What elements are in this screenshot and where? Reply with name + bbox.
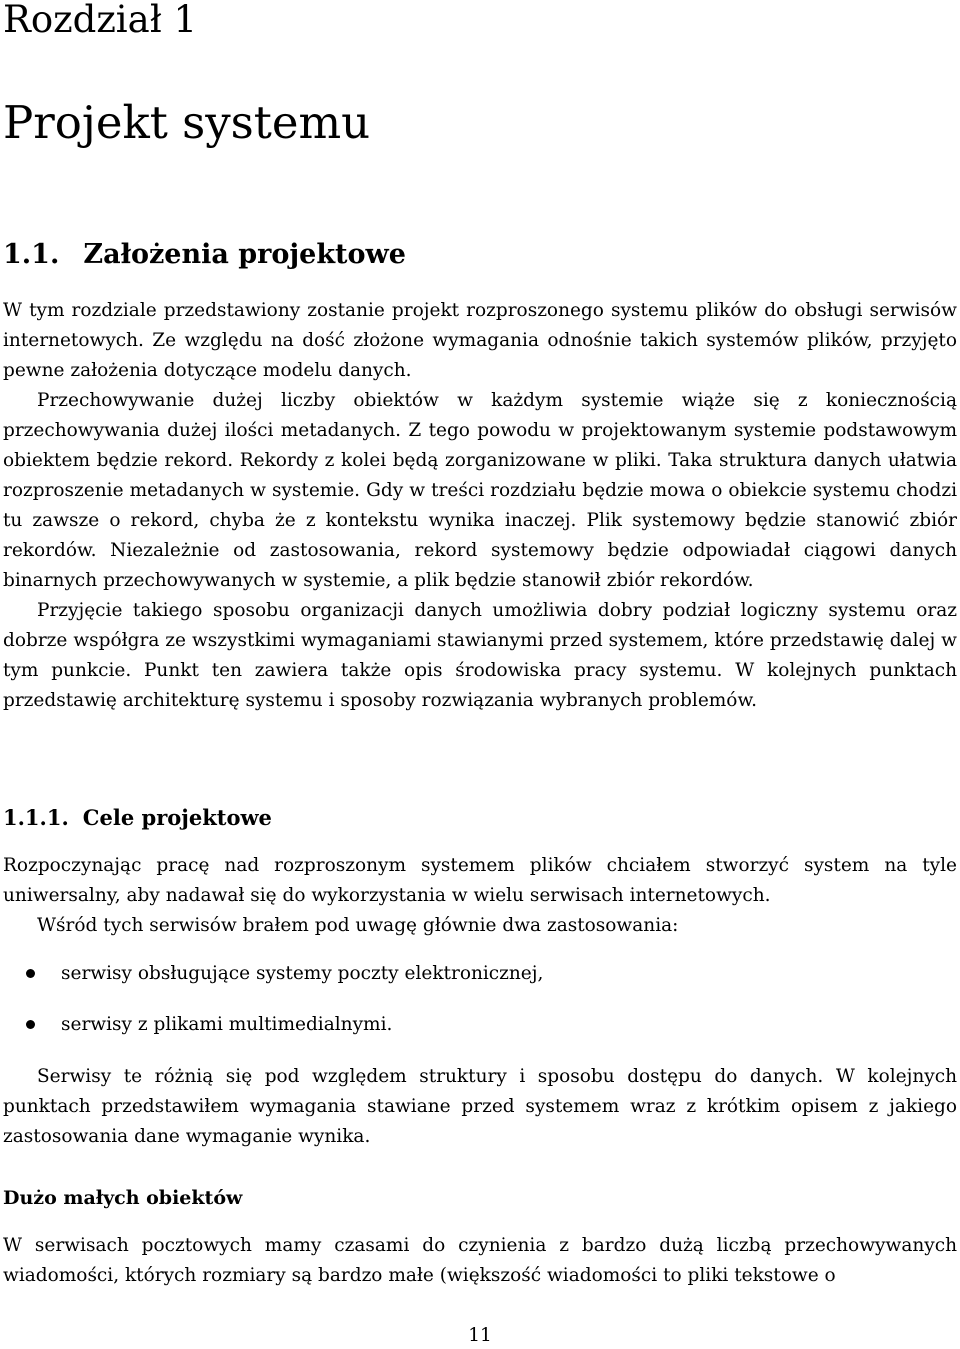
section-paragraph-3: Przyjęcie takiego sposobu organizacji danych umożliwia dobry podział logiczny systemu oraz dobrze współgra ze wszystkimi wymaganiami stawianymi przed systemem, które przedstawię dalej w tym punkcie. Punkt ten zawiera także opis środowiska pracy systemu. W kolejnych punktach przedstawię architekturę systemu i sposoby rozwiązania wybranych problemów.: [3, 600, 957, 711]
subsection-after-list: [3, 1062, 957, 1152]
bullet-icon: [26, 1020, 35, 1029]
section-title: Założenia projektowe: [83, 239, 406, 270]
subsection-title: Cele projektowe: [82, 805, 272, 830]
paragraph-heading: Dużo małych obiektów: [3, 1187, 243, 1209]
list-item: [3, 1010, 957, 1040]
paragraph-text: W serwisach pocztowych mamy czasami do czynienia z bardzo dużą liczbą przechowywanych wiadomości, których rozmiary są bardzo małe (większość wiadomości to pliki tekstowe o: [3, 1235, 957, 1286]
chapter-title: Projekt systemu: [3, 96, 371, 149]
list-item-text: serwisy z plikami multimedialnymi.: [61, 1014, 393, 1035]
paragraph-body: [3, 1231, 957, 1291]
subsection-paragraph-2: Wśród tych serwisów brałem pod uwagę głównie dwa zastosowania:: [37, 915, 679, 936]
subsection-paragraph-1: Rozpoczynając pracę nad rozproszonym systemem plików chciałem stworzyć system na tyle uniwersalny, aby nadawał się do wykorzystania w wielu serwisach internetowych.: [3, 855, 957, 906]
section-paragraph-2: Przechowywanie dużej liczby obiektów w każdym systemie wiąże się z koniecznością przechowywania dużej ilości metadanych. Z tego powodu w projektowanym systemie podstawowym obiektem będzie rekord. Rekordy z kolei będą zorganizowane w pliki. Taka struktura danych ułatwia rozproszenie metadanych w systemie. Gdy w treści rozdziału będzie mowa o obiekcie systemu chodzi tu zawsze o rekord, chyba że z kontekstu wynika inaczej. Plik systemowy będzie stanowić zbiór rekordów. Niezależnie od zastosowania, rekord systemowy będzie odpowiadał ciągowi danych binarnych przechowywanych w systemie, a plik będzie stanowił zbiór rekordów.: [3, 390, 957, 591]
bullet-icon: [26, 969, 35, 978]
bullet-list: [3, 959, 957, 1040]
subsection-number: 1.1.1.: [3, 805, 69, 830]
document-page: [3, 0, 957, 1348]
subsection-heading: [3, 802, 272, 834]
chapter-label: Rozdział 1: [3, 0, 197, 41]
subsection-body: [3, 851, 957, 941]
list-item-text: serwisy obsługujące systemy poczty elektronicznej,: [61, 963, 544, 984]
section-body: [3, 296, 957, 716]
section-heading: [3, 238, 406, 272]
page-number: 11: [468, 1325, 492, 1346]
list-item: [3, 959, 957, 989]
section-paragraph-1: W tym rozdziale przedstawiony zostanie projekt rozproszonego systemu plików do obsługi serwisów internetowych. Ze względu na dość złożone wymagania odnośnie takich systemów plików, przyjęto pewne założenia dotyczące modelu danych.: [3, 300, 957, 381]
section-number: 1.1.: [3, 239, 60, 270]
after-list-paragraph: Serwisy te różnią się pod względem struktury i sposobu dostępu do danych. W kolejnych punktach przedstawiłem wymagania stawiane przed systemem wraz z krótkim opisem z jakiego zastosowania dane wymaganie wynika.: [3, 1066, 957, 1147]
